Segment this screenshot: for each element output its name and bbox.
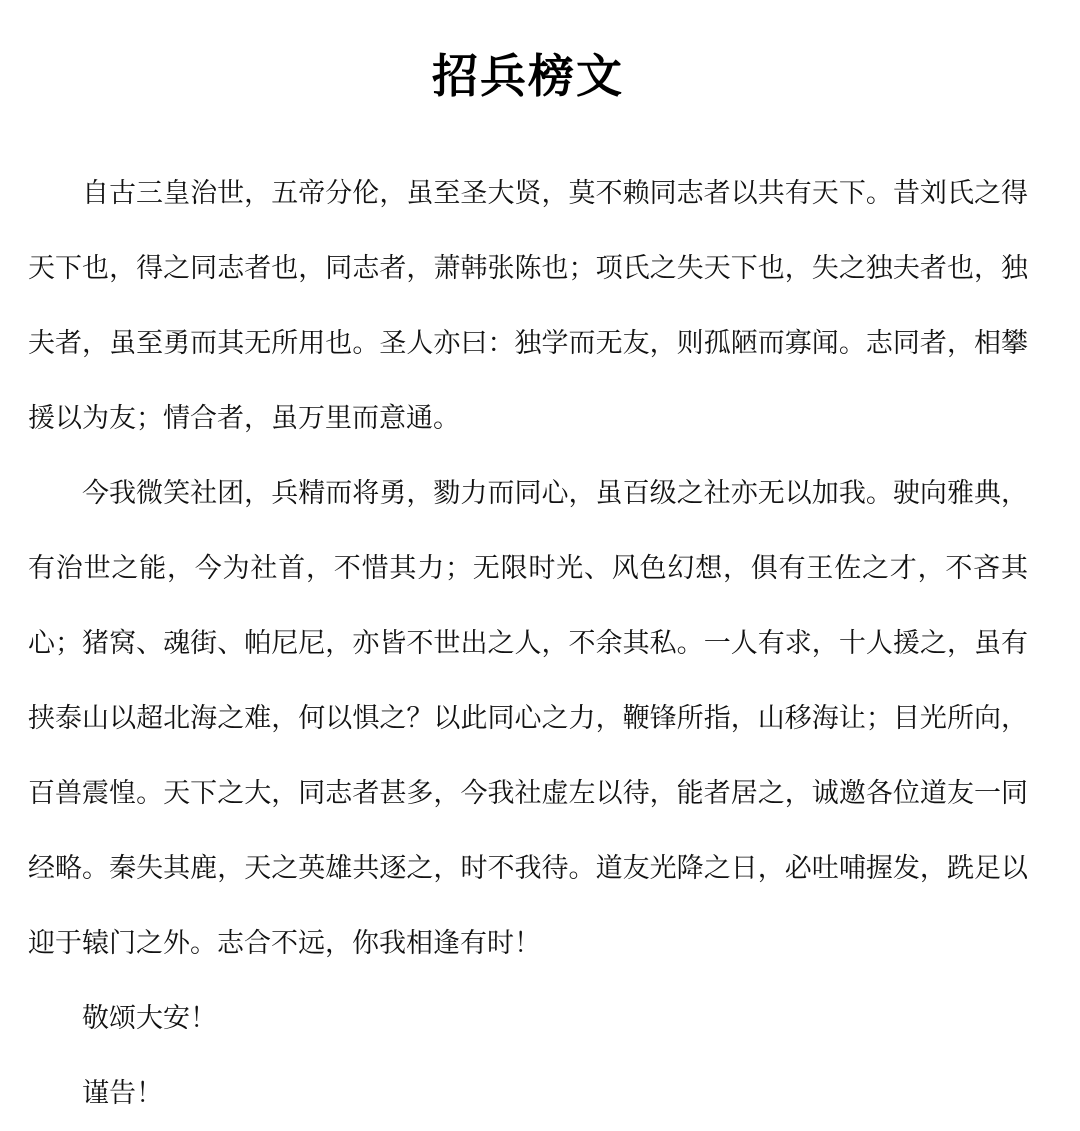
document-title: 招兵榜文 [432, 49, 624, 103]
document-body [28, 156, 1028, 1131]
paragraph-2: 今我微笑社团，兵精而将勇，勠力而同心，虽百级之社亦无以加我。驶向雅典，有治世之能，今为社首，不惜其力；无限时光、风色幻想，俱有王佐之才，不吝其心；猪窝、魂街、帕尼尼，亦皆不世出之人，不余其私。一人有求，十人援之，虽有挟泰山以超北海之难，何以惧之？以此同心之力，鞭锋所指，山移海让；目光所向，百兽震惶。天下之大，同志者甚多，今我社虚左以待，能者居之，诚邀各位道友一同经略。秦失其鹿，天之英雄共逐之，时不我待。道友光降之日，必吐哺握发，跣足以迎于辕门之外。志合不远，你我相逢有时！ [28, 478, 1028, 959]
closing-signoff: 谨告！ [82, 1078, 163, 1109]
closing-greeting: 敬颂大安！ [82, 1003, 217, 1034]
paragraph-1: 自古三皇治世，五帝分伦，虽至圣大贤，莫不赖同志者以共有天下。昔刘氏之得天下也，得之同志者也，同志者，萧韩张陈也；项氏之失天下也，失之独夫者也，独夫者，虽至勇而其无所用也。圣人亦曰：独学而无友，则孤陋而寡闻。志同者，相攀援以为友；情合者，虽万里而意通。 [28, 178, 1028, 434]
